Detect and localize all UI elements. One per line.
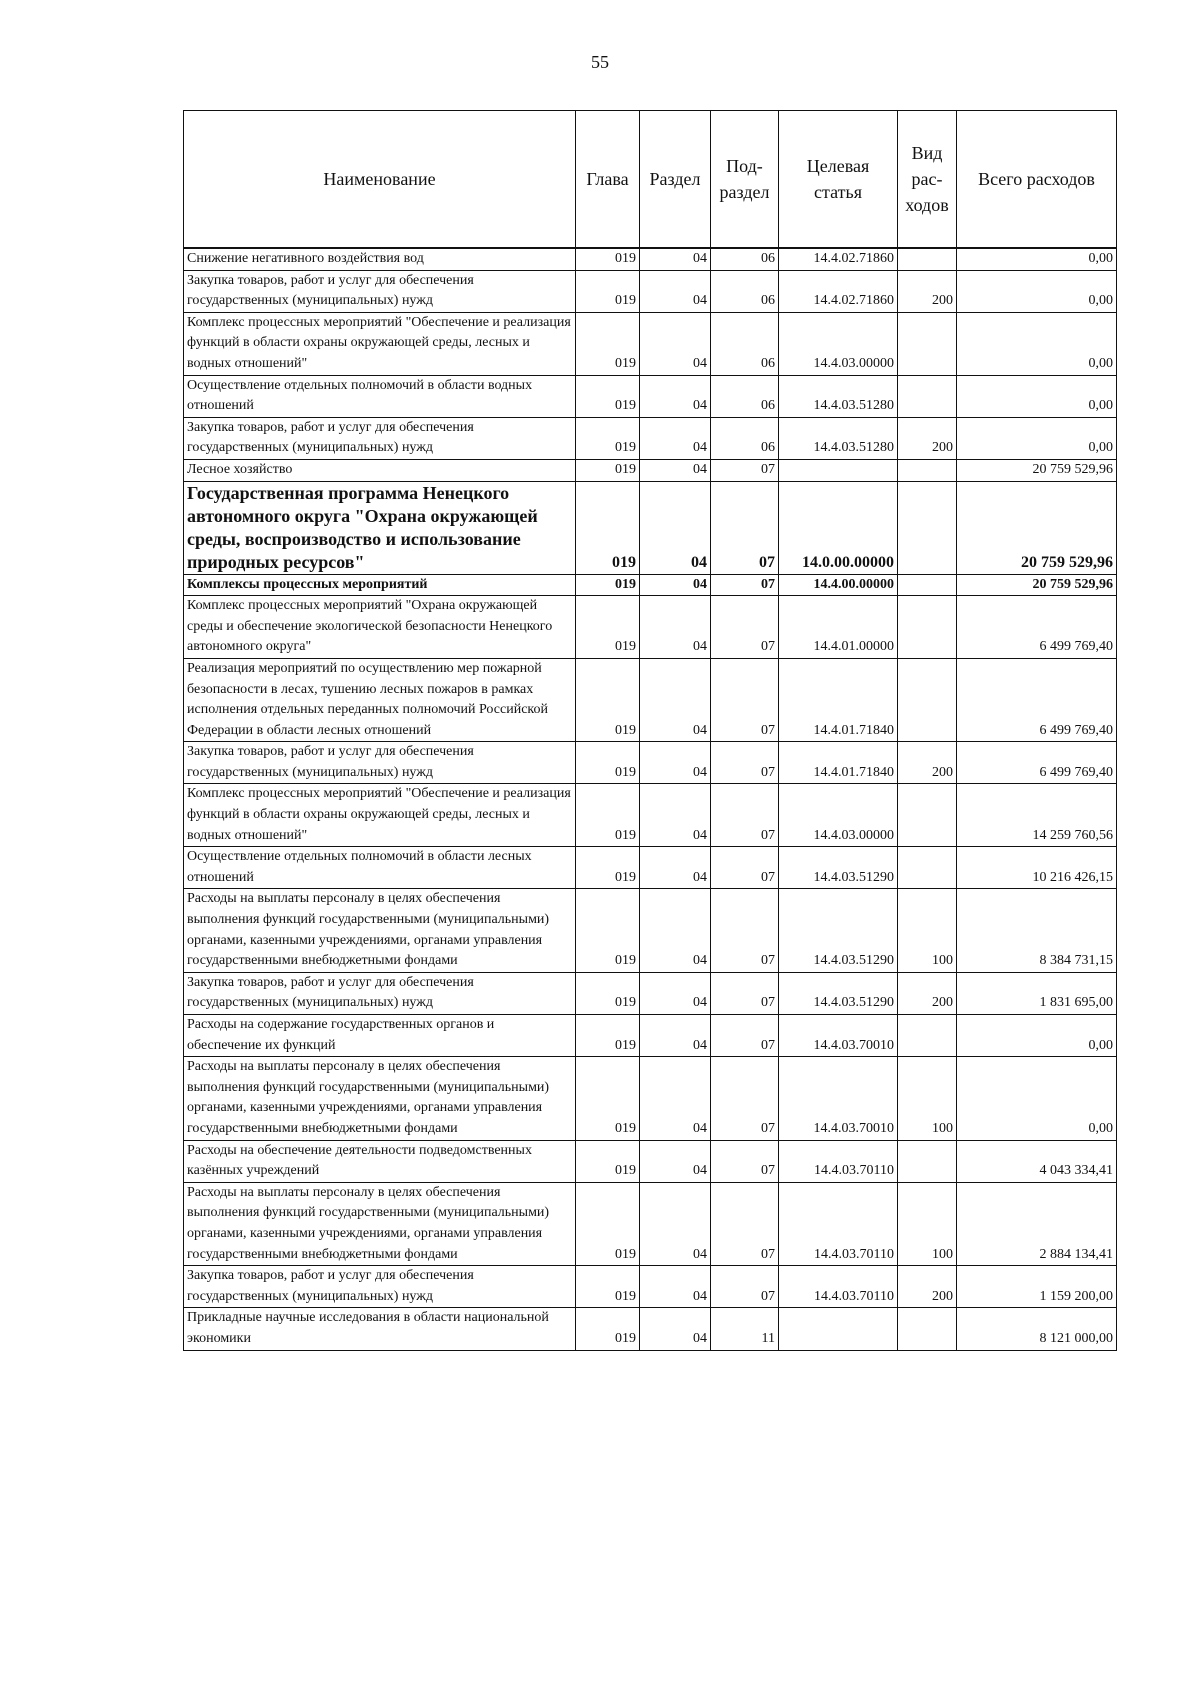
cell-name: Комплекс процессных мероприятий "Обеспечение и реализация функций в области охраны окружающей среды, лесных и водных отношений" [184, 312, 576, 375]
table-row [184, 742, 1117, 784]
cell-total: 0,00 [957, 312, 1117, 375]
table-row [184, 1015, 1117, 1057]
cell-subsection: 07 [711, 481, 779, 574]
cell-target: 14.4.00.00000 [779, 574, 898, 596]
cell-name: Расходы на выплаты персоналу в целях обеспечения выполнения функций государственными (муниципальными) органами, казенными учреждениями, органами управления государственными внебюджетными фондами [184, 889, 576, 972]
cell-total: 20 759 529,96 [957, 574, 1117, 596]
cell-kind [898, 248, 957, 270]
cell-subsection: 06 [711, 417, 779, 459]
cell-name: Расходы на обеспечение деятельности подведомственных казённых учреждений [184, 1140, 576, 1182]
cell-chapter: 019 [576, 742, 640, 784]
cell-kind [898, 574, 957, 596]
cell-subsection: 07 [711, 1140, 779, 1182]
cell-total: 8 384 731,15 [957, 889, 1117, 972]
cell-chapter: 019 [576, 1140, 640, 1182]
cell-name: Комплексы процессных мероприятий [184, 574, 576, 596]
cell-section: 04 [640, 742, 711, 784]
cell-total: 0,00 [957, 248, 1117, 270]
cell-section: 04 [640, 847, 711, 889]
cell-subsection: 07 [711, 459, 779, 481]
cell-subsection: 07 [711, 574, 779, 596]
cell-subsection: 07 [711, 972, 779, 1014]
cell-chapter: 019 [576, 1182, 640, 1265]
header-kind: Вид рас- ходов [898, 111, 957, 249]
cell-total: 0,00 [957, 417, 1117, 459]
cell-chapter: 019 [576, 658, 640, 741]
cell-kind [898, 847, 957, 889]
cell-target: 14.0.00.00000 [779, 481, 898, 574]
cell-target: 14.4.03.51280 [779, 417, 898, 459]
table-row [184, 1266, 1117, 1308]
cell-section: 04 [640, 596, 711, 659]
cell-chapter: 019 [576, 784, 640, 847]
table-row [184, 312, 1117, 375]
cell-section: 04 [640, 312, 711, 375]
cell-chapter: 019 [576, 1266, 640, 1308]
table-row [184, 248, 1117, 270]
cell-section: 04 [640, 1057, 711, 1140]
cell-chapter: 019 [576, 1015, 640, 1057]
table-row [184, 375, 1117, 417]
table-row [184, 417, 1117, 459]
cell-total: 10 216 426,15 [957, 847, 1117, 889]
cell-section: 04 [640, 1015, 711, 1057]
table-row [184, 658, 1117, 741]
cell-subsection: 07 [711, 1182, 779, 1265]
cell-target: 14.4.03.70110 [779, 1182, 898, 1265]
cell-chapter: 019 [576, 270, 640, 312]
cell-kind: 200 [898, 972, 957, 1014]
cell-chapter: 019 [576, 459, 640, 481]
cell-section: 04 [640, 1182, 711, 1265]
cell-chapter: 019 [576, 574, 640, 596]
cell-subsection: 11 [711, 1308, 779, 1350]
cell-subsection: 06 [711, 248, 779, 270]
cell-subsection: 07 [711, 1057, 779, 1140]
header-section: Раздел [640, 111, 711, 249]
cell-section: 04 [640, 459, 711, 481]
table-row [184, 596, 1117, 659]
table-row [184, 889, 1117, 972]
table-header-row [184, 111, 1117, 249]
cell-name: Государственная программа Ненецкого автономного округа "Охрана окружающей среды, воспроизводство и использование природных ресурсов" [184, 481, 576, 574]
cell-kind: 100 [898, 1057, 957, 1140]
cell-name: Реализация мероприятий по осуществлению мер пожарной безопасности в лесах, тушению лесных пожаров в рамках исполнения отдельных переданных полномочий Российской Федерации в области лесных отношений [184, 658, 576, 741]
cell-total: 2 884 134,41 [957, 1182, 1117, 1265]
cell-name: Прикладные научные исследования в области национальной экономики [184, 1308, 576, 1350]
cell-total: 14 259 760,56 [957, 784, 1117, 847]
cell-name: Лесное хозяйство [184, 459, 576, 481]
cell-name: Расходы на содержание государственных органов и обеспечение их функций [184, 1015, 576, 1057]
cell-kind [898, 375, 957, 417]
cell-subsection: 07 [711, 784, 779, 847]
cell-total: 0,00 [957, 375, 1117, 417]
cell-total: 1 831 695,00 [957, 972, 1117, 1014]
cell-total: 0,00 [957, 1015, 1117, 1057]
table-row [184, 1140, 1117, 1182]
cell-target: 14.4.01.00000 [779, 596, 898, 659]
cell-section: 04 [640, 658, 711, 741]
cell-section: 04 [640, 784, 711, 847]
cell-target: 14.4.01.71840 [779, 658, 898, 741]
cell-section: 04 [640, 889, 711, 972]
cell-target: 14.4.03.51290 [779, 847, 898, 889]
cell-section: 04 [640, 270, 711, 312]
cell-name: Комплекс процессных мероприятий "Обеспечение и реализация функций в области охраны окружающей среды, лесных и водных отношений" [184, 784, 576, 847]
cell-name: Снижение негативного воздействия вод [184, 248, 576, 270]
cell-target: 14.4.03.00000 [779, 312, 898, 375]
cell-name: Расходы на выплаты персоналу в целях обеспечения выполнения функций государственными (муниципальными) органами, казенными учреждениями, органами управления государственными внебюджетными фондами [184, 1057, 576, 1140]
cell-kind: 200 [898, 742, 957, 784]
page-number: 55 [591, 52, 609, 72]
cell-name: Закупка товаров, работ и услуг для обеспечения государственных (муниципальных) нужд [184, 742, 576, 784]
table-row [184, 481, 1117, 574]
cell-total: 6 499 769,40 [957, 742, 1117, 784]
cell-name: Закупка товаров, работ и услуг для обеспечения государственных (муниципальных) нужд [184, 972, 576, 1014]
cell-section: 04 [640, 1140, 711, 1182]
cell-total: 4 043 334,41 [957, 1140, 1117, 1182]
cell-section: 04 [640, 417, 711, 459]
cell-target: 14.4.03.51280 [779, 375, 898, 417]
cell-target: 14.4.03.70110 [779, 1140, 898, 1182]
cell-section: 04 [640, 574, 711, 596]
cell-target: 14.4.03.00000 [779, 784, 898, 847]
cell-chapter: 019 [576, 847, 640, 889]
cell-chapter: 019 [576, 972, 640, 1014]
cell-subsection: 07 [711, 1266, 779, 1308]
cell-total: 20 759 529,96 [957, 459, 1117, 481]
cell-kind [898, 481, 957, 574]
cell-subsection: 07 [711, 658, 779, 741]
cell-kind: 100 [898, 1182, 957, 1265]
table-row [184, 1308, 1117, 1350]
table-row [184, 972, 1117, 1014]
cell-kind [898, 596, 957, 659]
cell-name: Закупка товаров, работ и услуг для обеспечения государственных (муниципальных) нужд [184, 417, 576, 459]
header-target: Целевая статья [779, 111, 898, 249]
cell-total: 0,00 [957, 270, 1117, 312]
cell-section: 04 [640, 1266, 711, 1308]
cell-kind: 200 [898, 417, 957, 459]
header-subsection: Под- раздел [711, 111, 779, 249]
table-row [184, 459, 1117, 481]
cell-kind [898, 658, 957, 741]
cell-target: 14.4.03.70010 [779, 1015, 898, 1057]
cell-name: Осуществление отдельных полномочий в области водных отношений [184, 375, 576, 417]
cell-total: 20 759 529,96 [957, 481, 1117, 574]
cell-name: Закупка товаров, работ и услуг для обеспечения государственных (муниципальных) нужд [184, 1266, 576, 1308]
cell-subsection: 07 [711, 1015, 779, 1057]
cell-subsection: 07 [711, 596, 779, 659]
cell-kind: 200 [898, 1266, 957, 1308]
cell-subsection: 06 [711, 312, 779, 375]
cell-kind [898, 312, 957, 375]
table-row [184, 847, 1117, 889]
header-name: Наименование [184, 111, 576, 249]
cell-subsection: 06 [711, 270, 779, 312]
cell-subsection: 06 [711, 375, 779, 417]
cell-chapter: 019 [576, 596, 640, 659]
cell-name: Комплекс процессных мероприятий "Охрана окружающей среды и обеспечение экологической безопасности Ненецкого автономного округа" [184, 596, 576, 659]
cell-section: 04 [640, 481, 711, 574]
cell-subsection: 07 [711, 742, 779, 784]
budget-table [183, 110, 1117, 1351]
cell-kind [898, 1308, 957, 1350]
cell-kind: 200 [898, 270, 957, 312]
cell-chapter: 019 [576, 375, 640, 417]
header-chapter: Глава [576, 111, 640, 249]
cell-target: 14.4.03.70010 [779, 1057, 898, 1140]
cell-total: 6 499 769,40 [957, 596, 1117, 659]
cell-chapter: 019 [576, 1308, 640, 1350]
cell-chapter: 019 [576, 481, 640, 574]
cell-section: 04 [640, 375, 711, 417]
cell-name: Осуществление отдельных полномочий в области лесных отношений [184, 847, 576, 889]
cell-target: 14.4.02.71860 [779, 270, 898, 312]
cell-chapter: 019 [576, 889, 640, 972]
cell-target [779, 1308, 898, 1350]
cell-chapter: 019 [576, 312, 640, 375]
cell-target: 14.4.01.71840 [779, 742, 898, 784]
cell-kind [898, 459, 957, 481]
cell-target [779, 459, 898, 481]
cell-kind [898, 1015, 957, 1057]
cell-target: 14.4.03.70110 [779, 1266, 898, 1308]
cell-subsection: 07 [711, 847, 779, 889]
cell-target: 14.4.03.51290 [779, 972, 898, 1014]
cell-chapter: 019 [576, 248, 640, 270]
cell-name: Закупка товаров, работ и услуг для обеспечения государственных (муниципальных) нужд [184, 270, 576, 312]
cell-kind [898, 784, 957, 847]
table-row [184, 574, 1117, 596]
cell-section: 04 [640, 248, 711, 270]
cell-subsection: 07 [711, 889, 779, 972]
cell-total: 8 121 000,00 [957, 1308, 1117, 1350]
cell-kind [898, 1140, 957, 1182]
table-row [184, 1182, 1117, 1265]
table-row [184, 1057, 1117, 1140]
cell-total: 6 499 769,40 [957, 658, 1117, 741]
cell-chapter: 019 [576, 1057, 640, 1140]
table-row [184, 270, 1117, 312]
table-body [184, 248, 1117, 1350]
cell-total: 1 159 200,00 [957, 1266, 1117, 1308]
cell-target: 14.4.03.51290 [779, 889, 898, 972]
cell-name: Расходы на выплаты персоналу в целях обеспечения выполнения функций государственными (муниципальными) органами, казенными учреждениями, органами управления государственными внебюджетными фондами [184, 1182, 576, 1265]
table-row [184, 784, 1117, 847]
cell-chapter: 019 [576, 417, 640, 459]
cell-target: 14.4.02.71860 [779, 248, 898, 270]
cell-kind: 100 [898, 889, 957, 972]
cell-total: 0,00 [957, 1057, 1117, 1140]
cell-section: 04 [640, 972, 711, 1014]
cell-section: 04 [640, 1308, 711, 1350]
header-total: Всего расходов [957, 111, 1117, 249]
